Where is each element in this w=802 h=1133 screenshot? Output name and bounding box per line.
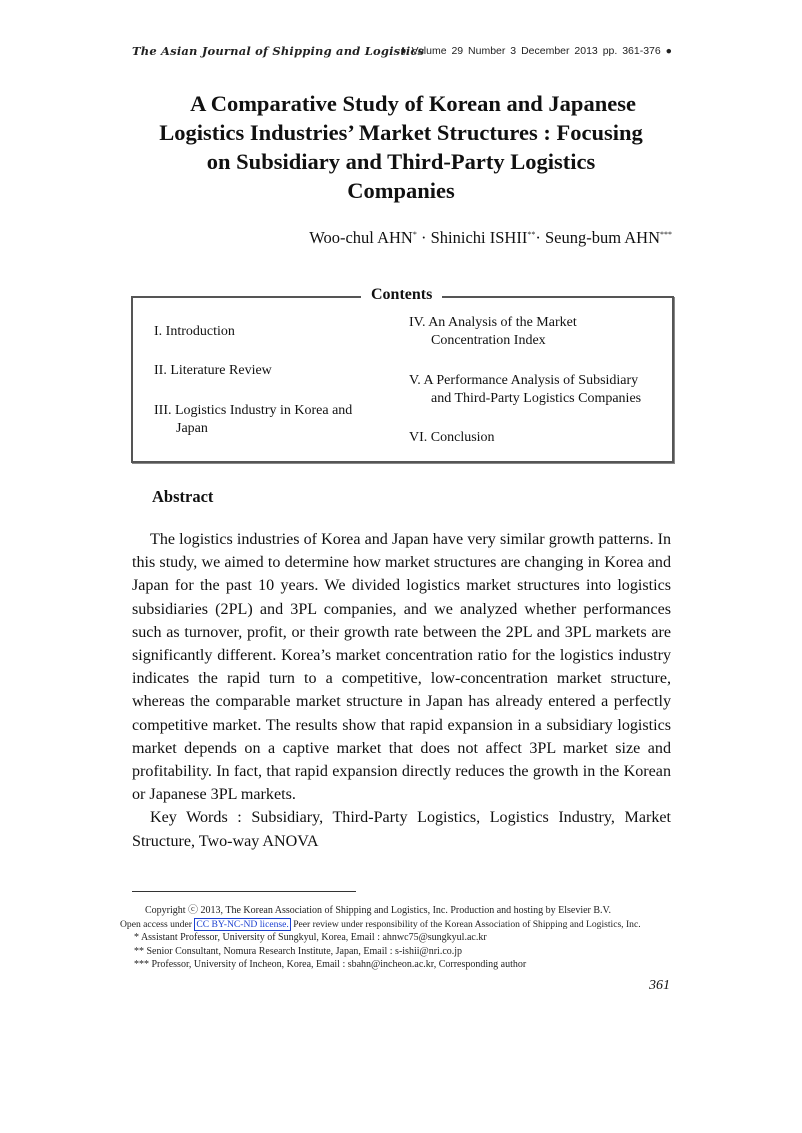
- author-separator: ·: [535, 228, 545, 247]
- toc-label: V. A Performance Analysis of Subsidiary: [409, 373, 639, 388]
- author-footnote: *** Professor, University of Incheon, Korea, Email : sbahn@incheon.ac.kr, Corresponding author: [134, 959, 527, 970]
- author-footnote: * Assistant Professor, University of Sungkyul, Korea, Email : ahnwc75@sungkyul.ac.kr: [134, 932, 487, 943]
- copyright-notice: Copyright ⓒ 2013, The Korean Association of Shipping and Logistics, Inc. Production and hosting by Elsevier B.V.: [145, 905, 611, 916]
- abstract-paragraph: The logistics industries of Korea and Japan have very similar growth patterns. In this study, we aimed to determine how market structures are changing in Korea and Japan for the past 10 years. We divided logistics market structures into logistics subsidiaries (2PL) and 3PL companies, and we analyzed whether performances such as turnover, profit, or their growth rate between the 2PL and 3PL markets are significantly different. Korea’s market concentration ratio for the logistics industry indicates the rapid turn to a competitive, low-concentration market structure, whereas the comparable market structure in Japan has already entered a perfectly competitive market. The results show that rapid expansion in a subsidiary logistics market depends on a captive market that does not affect 3PL market size and profitability. In fact, that rapid expansion directly reduces the growth in the Korean or Japanese 3PL markets.: [132, 531, 671, 804]
- author-list: [132, 228, 672, 248]
- toc-item-logistics-industry: [154, 402, 352, 438]
- title-line: on Subsidiary and Third-Party Logistics: [206, 149, 596, 174]
- journal-name: The Asian Journal of Shipping and Logistics: [132, 44, 425, 58]
- author-mark: *: [412, 230, 417, 239]
- toc-item-introduction: [154, 323, 235, 341]
- toc-label-cont: Concentration Index: [431, 333, 546, 348]
- toc-item-literature-review: [154, 362, 272, 380]
- author-name: Shinichi ISHII: [430, 228, 528, 247]
- keywords: Key Words : Subsidiary, Third-Party Logistics, Logistics Industry, Market Structure, Two-way ANOVA: [132, 809, 671, 850]
- contents-heading: Contents: [361, 286, 442, 304]
- author-name: Seung-bum AHN: [544, 228, 660, 247]
- title-line: Companies: [347, 178, 455, 203]
- title-line: A Comparative Study of Korean and Japanese: [190, 91, 636, 116]
- toc-item-performance-analysis: [409, 372, 641, 408]
- open-access-suffix: Peer review under responsibility of the Korean Association of Shipping and Logistics, Inc.: [290, 918, 641, 930]
- license-link[interactable]: CC BY-NC-ND license.: [196, 918, 289, 930]
- paper-title: [120, 89, 682, 205]
- running-header: [132, 44, 672, 60]
- toc-label: VI. Conclusion: [409, 430, 495, 445]
- author-separator: ·: [416, 228, 431, 247]
- title-line: Logistics Industries’ Market Structures : Focusing: [159, 120, 643, 145]
- open-access-prefix: Open access under: [120, 918, 195, 930]
- author-name: Woo-chul AHN: [309, 228, 413, 247]
- author-mark: ***: [660, 230, 672, 239]
- open-access-notice: [120, 918, 700, 932]
- abstract-heading: Abstract: [152, 487, 214, 506]
- page-number: 361: [649, 978, 670, 993]
- footnotes: [120, 904, 700, 972]
- toc-item-conclusion: [409, 429, 495, 447]
- toc-label: IV. An Analysis of the Market: [409, 315, 577, 330]
- toc-label: III. Logistics Industry in Korea and: [154, 403, 353, 418]
- toc-label: II. Literature Review: [154, 363, 272, 378]
- author-mark: **: [527, 230, 536, 239]
- toc-label-cont: and Third-Party Logistics Companies: [431, 391, 642, 406]
- abstract-body: [132, 528, 671, 853]
- table-of-contents: [131, 286, 674, 463]
- author-footnote: ** Senior Consultant, Nomura Research Institute, Japan, Email : s-ishii@nri.co.jp: [134, 945, 463, 957]
- toc-label-cont: Japan: [176, 421, 208, 436]
- toc-label: I. Introduction: [154, 324, 235, 339]
- footnote-divider: [132, 891, 356, 892]
- issue-info: ● Volume 29 Number 3 December 2013 pp. 361-376 ●: [400, 45, 672, 57]
- toc-item-concentration-index: [409, 314, 577, 350]
